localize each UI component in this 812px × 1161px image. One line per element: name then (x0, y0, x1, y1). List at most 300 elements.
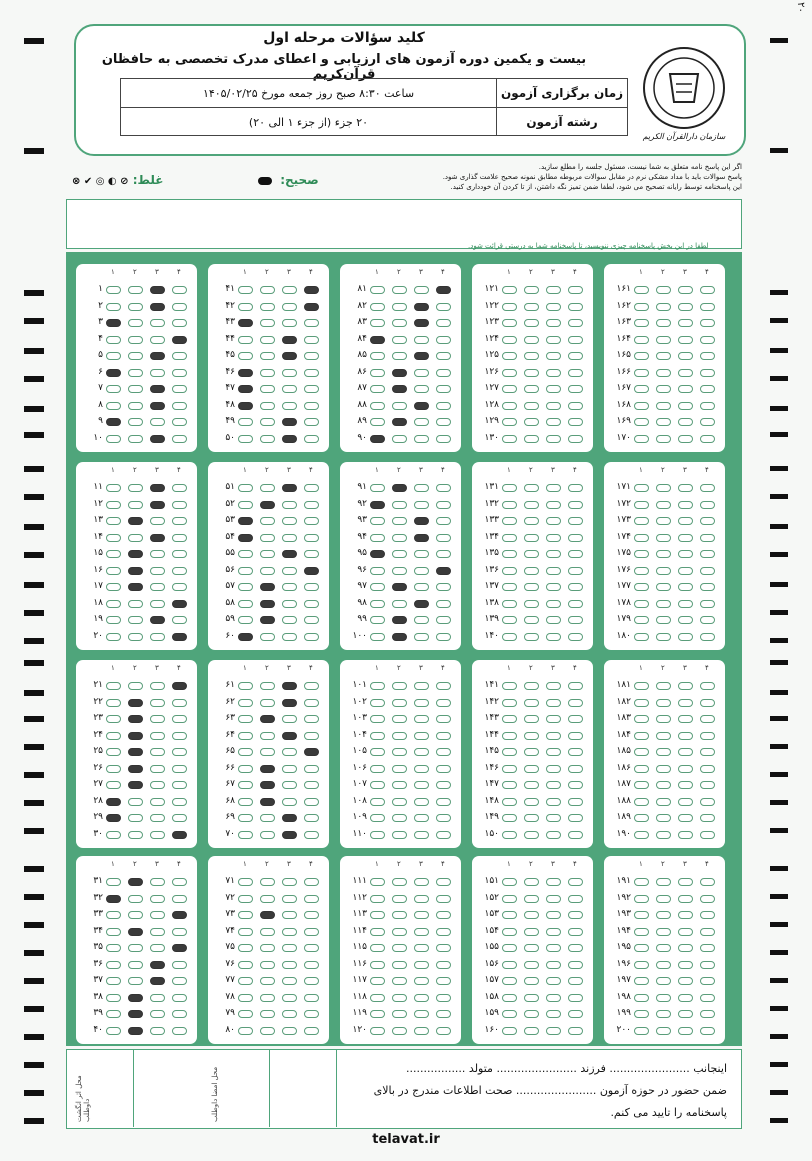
answer-bubble[interactable] (128, 715, 143, 723)
answer-bubble[interactable] (700, 517, 715, 525)
answer-bubble[interactable] (414, 616, 429, 624)
answer-bubble[interactable] (370, 517, 385, 525)
answer-bubble[interactable] (678, 583, 693, 591)
answer-bubble[interactable] (392, 550, 407, 558)
answer-bubble[interactable] (150, 895, 165, 903)
answer-bubble[interactable] (392, 928, 407, 936)
answer-bubble[interactable] (282, 484, 297, 492)
answer-bubble[interactable] (370, 418, 385, 426)
answer-bubble[interactable] (546, 699, 561, 707)
answer-bubble[interactable] (260, 699, 275, 707)
answer-bubble[interactable] (656, 550, 671, 558)
answer-bubble[interactable] (634, 303, 649, 311)
answer-bubble[interactable] (436, 303, 451, 311)
answer-bubble[interactable] (568, 286, 583, 294)
answer-bubble[interactable] (260, 303, 275, 311)
answer-bubble[interactable] (634, 435, 649, 443)
answer-bubble[interactable] (524, 781, 539, 789)
answer-bubble[interactable] (370, 534, 385, 542)
answer-bubble[interactable] (634, 895, 649, 903)
answer-bubble[interactable] (128, 600, 143, 608)
answer-bubble[interactable] (238, 418, 253, 426)
answer-bubble[interactable] (568, 1027, 583, 1035)
answer-bubble[interactable] (282, 385, 297, 393)
answer-bubble[interactable] (282, 748, 297, 756)
answer-bubble[interactable] (282, 831, 297, 839)
answer-bubble[interactable] (370, 550, 385, 558)
answer-bubble[interactable] (524, 435, 539, 443)
answer-bubble[interactable] (238, 402, 253, 410)
answer-bubble[interactable] (392, 583, 407, 591)
answer-bubble[interactable] (568, 352, 583, 360)
answer-bubble[interactable] (260, 402, 275, 410)
answer-bubble[interactable] (370, 303, 385, 311)
answer-bubble[interactable] (414, 961, 429, 969)
answer-bubble[interactable] (392, 1010, 407, 1018)
answer-bubble[interactable] (392, 798, 407, 806)
answer-bubble[interactable] (546, 911, 561, 919)
answer-bubble[interactable] (502, 319, 517, 327)
answer-bubble[interactable] (700, 550, 715, 558)
answer-bubble[interactable] (414, 895, 429, 903)
answer-bubble[interactable] (172, 352, 187, 360)
answer-bubble[interactable] (700, 814, 715, 822)
answer-bubble[interactable] (678, 1010, 693, 1018)
answer-bubble[interactable] (502, 895, 517, 903)
answer-bubble[interactable] (128, 944, 143, 952)
answer-bubble[interactable] (128, 583, 143, 591)
answer-bubble[interactable] (524, 732, 539, 740)
answer-bubble[interactable] (238, 831, 253, 839)
answer-bubble[interactable] (546, 435, 561, 443)
answer-bubble[interactable] (524, 369, 539, 377)
answer-bubble[interactable] (546, 567, 561, 575)
answer-bubble[interactable] (260, 715, 275, 723)
answer-bubble[interactable] (656, 567, 671, 575)
answer-bubble[interactable] (106, 878, 121, 886)
answer-bubble[interactable] (282, 715, 297, 723)
answer-bubble[interactable] (656, 831, 671, 839)
answer-bubble[interactable] (238, 517, 253, 525)
answer-bubble[interactable] (634, 1010, 649, 1018)
answer-bubble[interactable] (150, 567, 165, 575)
answer-bubble[interactable] (678, 616, 693, 624)
answer-bubble[interactable] (106, 682, 121, 690)
answer-bubble[interactable] (568, 369, 583, 377)
answer-bubble[interactable] (502, 303, 517, 311)
answer-bubble[interactable] (414, 928, 429, 936)
answer-bubble[interactable] (634, 517, 649, 525)
answer-bubble[interactable] (128, 517, 143, 525)
answer-bubble[interactable] (128, 1010, 143, 1018)
answer-bubble[interactable] (106, 303, 121, 311)
answer-bubble[interactable] (106, 352, 121, 360)
answer-bubble[interactable] (304, 583, 319, 591)
answer-bubble[interactable] (304, 1027, 319, 1035)
answer-bubble[interactable] (260, 928, 275, 936)
answer-bubble[interactable] (568, 336, 583, 344)
answer-bubble[interactable] (172, 303, 187, 311)
answer-bubble[interactable] (304, 961, 319, 969)
answer-bubble[interactable] (634, 369, 649, 377)
answer-bubble[interactable] (546, 682, 561, 690)
answer-bubble[interactable] (414, 567, 429, 575)
answer-bubble[interactable] (524, 600, 539, 608)
answer-bubble[interactable] (524, 633, 539, 641)
answer-bubble[interactable] (700, 911, 715, 919)
answer-bubble[interactable] (172, 781, 187, 789)
answer-bubble[interactable] (128, 484, 143, 492)
answer-bubble[interactable] (634, 616, 649, 624)
answer-bubble[interactable] (656, 814, 671, 822)
answer-bubble[interactable] (282, 781, 297, 789)
answer-bubble[interactable] (678, 699, 693, 707)
answer-bubble[interactable] (238, 798, 253, 806)
answer-bubble[interactable] (150, 765, 165, 773)
answer-bubble[interactable] (436, 895, 451, 903)
answer-bubble[interactable] (436, 961, 451, 969)
answer-bubble[interactable] (524, 994, 539, 1002)
answer-bubble[interactable] (150, 682, 165, 690)
answer-bubble[interactable] (106, 336, 121, 344)
answer-bubble[interactable] (414, 911, 429, 919)
answer-bubble[interactable] (502, 878, 517, 886)
answer-bubble[interactable] (414, 517, 429, 525)
answer-bubble[interactable] (106, 517, 121, 525)
answer-bubble[interactable] (678, 928, 693, 936)
answer-bubble[interactable] (370, 831, 385, 839)
answer-bubble[interactable] (502, 732, 517, 740)
answer-bubble[interactable] (260, 911, 275, 919)
answer-bubble[interactable] (568, 994, 583, 1002)
answer-bubble[interactable] (370, 352, 385, 360)
answer-bubble[interactable] (150, 435, 165, 443)
answer-bubble[interactable] (546, 600, 561, 608)
answer-bubble[interactable] (238, 583, 253, 591)
answer-bubble[interactable] (546, 798, 561, 806)
answer-bubble[interactable] (414, 682, 429, 690)
answer-bubble[interactable] (414, 633, 429, 641)
answer-bubble[interactable] (172, 895, 187, 903)
answer-bubble[interactable] (546, 878, 561, 886)
answer-bubble[interactable] (656, 633, 671, 641)
answer-bubble[interactable] (282, 928, 297, 936)
answer-bubble[interactable] (282, 336, 297, 344)
answer-bubble[interactable] (436, 732, 451, 740)
answer-bubble[interactable] (282, 402, 297, 410)
answer-bubble[interactable] (370, 944, 385, 952)
answer-bubble[interactable] (414, 418, 429, 426)
answer-bubble[interactable] (282, 961, 297, 969)
answer-bubble[interactable] (656, 385, 671, 393)
answer-bubble[interactable] (282, 567, 297, 575)
answer-bubble[interactable] (370, 1027, 385, 1035)
answer-bubble[interactable] (524, 418, 539, 426)
answer-bubble[interactable] (304, 633, 319, 641)
answer-bubble[interactable] (260, 895, 275, 903)
answer-bubble[interactable] (260, 600, 275, 608)
answer-bubble[interactable] (524, 484, 539, 492)
answer-bubble[interactable] (370, 895, 385, 903)
answer-bubble[interactable] (502, 814, 517, 822)
answer-bubble[interactable] (238, 814, 253, 822)
answer-bubble[interactable] (568, 928, 583, 936)
answer-bubble[interactable] (524, 385, 539, 393)
answer-bubble[interactable] (546, 352, 561, 360)
answer-bubble[interactable] (392, 944, 407, 952)
answer-bubble[interactable] (282, 550, 297, 558)
answer-bubble[interactable] (260, 534, 275, 542)
answer-bubble[interactable] (634, 633, 649, 641)
answer-bubble[interactable] (502, 534, 517, 542)
answer-bubble[interactable] (436, 369, 451, 377)
answer-bubble[interactable] (304, 501, 319, 509)
answer-bubble[interactable] (392, 878, 407, 886)
answer-bubble[interactable] (128, 682, 143, 690)
answer-bubble[interactable] (106, 600, 121, 608)
answer-bubble[interactable] (414, 402, 429, 410)
answer-bubble[interactable] (414, 748, 429, 756)
answer-bubble[interactable] (414, 352, 429, 360)
answer-bubble[interactable] (678, 435, 693, 443)
answer-bubble[interactable] (634, 798, 649, 806)
answer-bubble[interactable] (370, 435, 385, 443)
answer-bubble[interactable] (238, 303, 253, 311)
answer-bubble[interactable] (568, 633, 583, 641)
answer-bubble[interactable] (678, 977, 693, 985)
answer-bubble[interactable] (678, 286, 693, 294)
answer-bubble[interactable] (524, 715, 539, 723)
answer-bubble[interactable] (568, 484, 583, 492)
answer-bubble[interactable] (414, 336, 429, 344)
answer-bubble[interactable] (546, 814, 561, 822)
answer-bubble[interactable] (502, 286, 517, 294)
answer-bubble[interactable] (260, 765, 275, 773)
answer-bubble[interactable] (502, 977, 517, 985)
answer-bubble[interactable] (150, 385, 165, 393)
answer-bubble[interactable] (260, 319, 275, 327)
answer-bubble[interactable] (304, 895, 319, 903)
answer-bubble[interactable] (568, 682, 583, 690)
answer-bubble[interactable] (128, 534, 143, 542)
answer-bubble[interactable] (150, 814, 165, 822)
answer-bubble[interactable] (502, 418, 517, 426)
answer-bubble[interactable] (172, 369, 187, 377)
answer-bubble[interactable] (436, 534, 451, 542)
answer-bubble[interactable] (436, 928, 451, 936)
answer-bubble[interactable] (106, 633, 121, 641)
answer-bubble[interactable] (678, 484, 693, 492)
answer-bubble[interactable] (568, 911, 583, 919)
answer-bubble[interactable] (656, 961, 671, 969)
answer-bubble[interactable] (414, 781, 429, 789)
answer-bubble[interactable] (172, 944, 187, 952)
answer-bubble[interactable] (370, 402, 385, 410)
answer-bubble[interactable] (524, 977, 539, 985)
answer-bubble[interactable] (436, 911, 451, 919)
answer-bubble[interactable] (524, 550, 539, 558)
answer-bubble[interactable] (700, 369, 715, 377)
answer-bubble[interactable] (568, 583, 583, 591)
answer-bubble[interactable] (370, 567, 385, 575)
answer-bubble[interactable] (634, 765, 649, 773)
answer-bubble[interactable] (260, 977, 275, 985)
answer-bubble[interactable] (304, 781, 319, 789)
answer-bubble[interactable] (568, 732, 583, 740)
answer-bubble[interactable] (546, 501, 561, 509)
answer-bubble[interactable] (524, 303, 539, 311)
answer-bubble[interactable] (502, 994, 517, 1002)
answer-bubble[interactable] (568, 699, 583, 707)
answer-bubble[interactable] (634, 977, 649, 985)
answer-bubble[interactable] (678, 567, 693, 575)
answer-bubble[interactable] (546, 977, 561, 985)
answer-bubble[interactable] (436, 484, 451, 492)
answer-bubble[interactable] (106, 550, 121, 558)
answer-bubble[interactable] (304, 567, 319, 575)
answer-bubble[interactable] (282, 699, 297, 707)
answer-bubble[interactable] (260, 878, 275, 886)
answer-bubble[interactable] (700, 878, 715, 886)
answer-bubble[interactable] (524, 1027, 539, 1035)
answer-bubble[interactable] (546, 961, 561, 969)
answer-bubble[interactable] (502, 765, 517, 773)
answer-bubble[interactable] (260, 550, 275, 558)
answer-bubble[interactable] (172, 534, 187, 542)
answer-bubble[interactable] (700, 534, 715, 542)
answer-bubble[interactable] (700, 319, 715, 327)
answer-bubble[interactable] (392, 895, 407, 903)
answer-bubble[interactable] (546, 369, 561, 377)
answer-bubble[interactable] (282, 944, 297, 952)
answer-bubble[interactable] (568, 895, 583, 903)
answer-bubble[interactable] (568, 418, 583, 426)
answer-bubble[interactable] (700, 567, 715, 575)
answer-bubble[interactable] (414, 878, 429, 886)
answer-bubble[interactable] (392, 567, 407, 575)
answer-bubble[interactable] (172, 402, 187, 410)
answer-bubble[interactable] (106, 831, 121, 839)
answer-bubble[interactable] (150, 961, 165, 969)
answer-bubble[interactable] (546, 781, 561, 789)
answer-bubble[interactable] (502, 567, 517, 575)
answer-bubble[interactable] (282, 369, 297, 377)
answer-bubble[interactable] (436, 748, 451, 756)
answer-bubble[interactable] (678, 961, 693, 969)
answer-bubble[interactable] (502, 435, 517, 443)
answer-bubble[interactable] (128, 336, 143, 344)
answer-bubble[interactable] (282, 994, 297, 1002)
answer-bubble[interactable] (568, 878, 583, 886)
answer-bubble[interactable] (238, 550, 253, 558)
answer-bubble[interactable] (106, 583, 121, 591)
answer-bubble[interactable] (634, 699, 649, 707)
answer-bubble[interactable] (656, 699, 671, 707)
answer-bubble[interactable] (700, 286, 715, 294)
answer-bubble[interactable] (656, 994, 671, 1002)
answer-bubble[interactable] (546, 385, 561, 393)
answer-bubble[interactable] (238, 1027, 253, 1035)
answer-bubble[interactable] (106, 567, 121, 575)
answer-bubble[interactable] (260, 369, 275, 377)
answer-bubble[interactable] (656, 402, 671, 410)
answer-bubble[interactable] (678, 911, 693, 919)
answer-bubble[interactable] (414, 319, 429, 327)
answer-bubble[interactable] (436, 616, 451, 624)
answer-bubble[interactable] (414, 501, 429, 509)
answer-bubble[interactable] (524, 928, 539, 936)
answer-bubble[interactable] (436, 878, 451, 886)
answer-bubble[interactable] (568, 534, 583, 542)
answer-bubble[interactable] (150, 831, 165, 839)
answer-bubble[interactable] (546, 550, 561, 558)
answer-bubble[interactable] (568, 748, 583, 756)
answer-bubble[interactable] (700, 402, 715, 410)
answer-bubble[interactable] (678, 534, 693, 542)
answer-bubble[interactable] (656, 732, 671, 740)
answer-bubble[interactable] (436, 517, 451, 525)
answer-bubble[interactable] (238, 699, 253, 707)
answer-bubble[interactable] (128, 748, 143, 756)
answer-bubble[interactable] (106, 1027, 121, 1035)
answer-bubble[interactable] (392, 319, 407, 327)
answer-bubble[interactable] (172, 732, 187, 740)
answer-bubble[interactable] (634, 534, 649, 542)
answer-bubble[interactable] (414, 831, 429, 839)
answer-bubble[interactable] (150, 352, 165, 360)
answer-bubble[interactable] (106, 781, 121, 789)
answer-bubble[interactable] (128, 633, 143, 641)
answer-bubble[interactable] (700, 600, 715, 608)
answer-bubble[interactable] (392, 682, 407, 690)
answer-bubble[interactable] (304, 435, 319, 443)
answer-bubble[interactable] (172, 484, 187, 492)
answer-bubble[interactable] (282, 616, 297, 624)
answer-bubble[interactable] (700, 748, 715, 756)
answer-bubble[interactable] (370, 1010, 385, 1018)
answer-bubble[interactable] (150, 303, 165, 311)
answer-bubble[interactable] (392, 286, 407, 294)
answer-bubble[interactable] (436, 583, 451, 591)
answer-bubble[interactable] (106, 616, 121, 624)
answer-bubble[interactable] (700, 1010, 715, 1018)
answer-bubble[interactable] (392, 418, 407, 426)
answer-bubble[interactable] (414, 369, 429, 377)
answer-bubble[interactable] (304, 831, 319, 839)
answer-bubble[interactable] (106, 369, 121, 377)
answer-bubble[interactable] (436, 550, 451, 558)
answer-bubble[interactable] (656, 878, 671, 886)
answer-bubble[interactable] (546, 303, 561, 311)
answer-bubble[interactable] (392, 369, 407, 377)
answer-bubble[interactable] (282, 814, 297, 822)
answer-bubble[interactable] (282, 303, 297, 311)
answer-bubble[interactable] (546, 994, 561, 1002)
answer-bubble[interactable] (370, 977, 385, 985)
answer-bubble[interactable] (172, 418, 187, 426)
answer-bubble[interactable] (150, 878, 165, 886)
answer-bubble[interactable] (546, 319, 561, 327)
answer-bubble[interactable] (436, 501, 451, 509)
answer-bubble[interactable] (634, 286, 649, 294)
answer-bubble[interactable] (304, 352, 319, 360)
answer-bubble[interactable] (106, 911, 121, 919)
answer-bubble[interactable] (238, 878, 253, 886)
answer-bubble[interactable] (282, 732, 297, 740)
answer-bubble[interactable] (172, 517, 187, 525)
answer-bubble[interactable] (634, 781, 649, 789)
answer-bubble[interactable] (678, 600, 693, 608)
